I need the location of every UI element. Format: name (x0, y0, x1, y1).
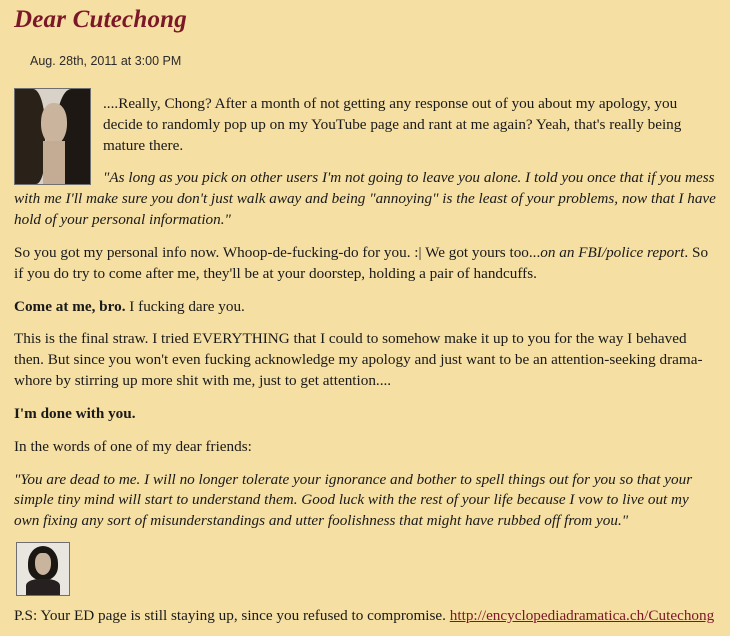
friend-avatar-face-shape (35, 553, 51, 575)
paragraph-response (14, 243, 716, 285)
paragraph-intro: ....Really, Chong? After a month of not getting any response out of you about my apology, you decide to randomly pop up on my YouTube page and rant at me again? Yeah, that's really being mature there. (103, 95, 682, 154)
paragraph-friend-intro: In the words of one of my dear friends: (14, 437, 252, 455)
avatar (14, 88, 91, 185)
paragraph-challenge (14, 297, 716, 318)
avatar-neck-shape (43, 141, 65, 184)
avatar-hair-left-shape (15, 89, 45, 184)
avatar-face-shape (41, 103, 67, 145)
quoted-message: "As long as you pick on other users I'm not going to leave you alone. I told you once that if you mess with me I'll make sure you don't just walk away and being "annoying" is the least of your problems, now that I have hold of your personal information." (14, 169, 716, 229)
challenge-bold-text: Come at me, bro. (14, 297, 126, 315)
page-title: Dear Cutechong (14, 6, 187, 33)
paragraph-response-part2: . So if you do try to come after me, they'll be at your doorstep, holding a pair of handcuffs. (14, 243, 709, 282)
friend-quote: "You are dead to me. I will no longer tolerate your ignorance and bother to spell things out for you so that your simple tiny mind will start to understand them. Good luck with the rest of your life because I vow to live out my own fixing any sort of misunderstandings and utter foolishness that might have rubbed off from you." (14, 470, 693, 530)
post-body (0, 68, 730, 627)
friend-avatar (16, 542, 70, 596)
postscript-text: P.S: Your ED page is still staying up, since you refused to compromise. (14, 607, 450, 625)
challenge-rest-text: I fucking dare you. (125, 297, 245, 315)
paragraph-response-emphasis: on an FBI/police report (540, 243, 685, 261)
paragraph-done: I'm done with you. (14, 404, 136, 422)
postscript-line (14, 606, 716, 627)
friend-avatar-body-shape (26, 579, 60, 595)
paragraph-final-straw: This is the final straw. I tried EVERYTHING that I could to somehow make it up to you for the way I behaved then. But since you won't even fucking acknowledge my apology and just want to be an attention-seeking drama-whore by stirring up more shit with me, just to get attention.... (14, 330, 703, 390)
post-timestamp: Aug. 28th, 2011 at 3:00 PM (30, 54, 182, 68)
encyclopedia-dramatica-link[interactable]: http://encyclopediadramatica.ch/Cutechong (449, 607, 715, 625)
paragraph-response-part1: So you got my personal info now. Whoop-de-fucking-do for you. :| We got yours too... (14, 243, 541, 261)
